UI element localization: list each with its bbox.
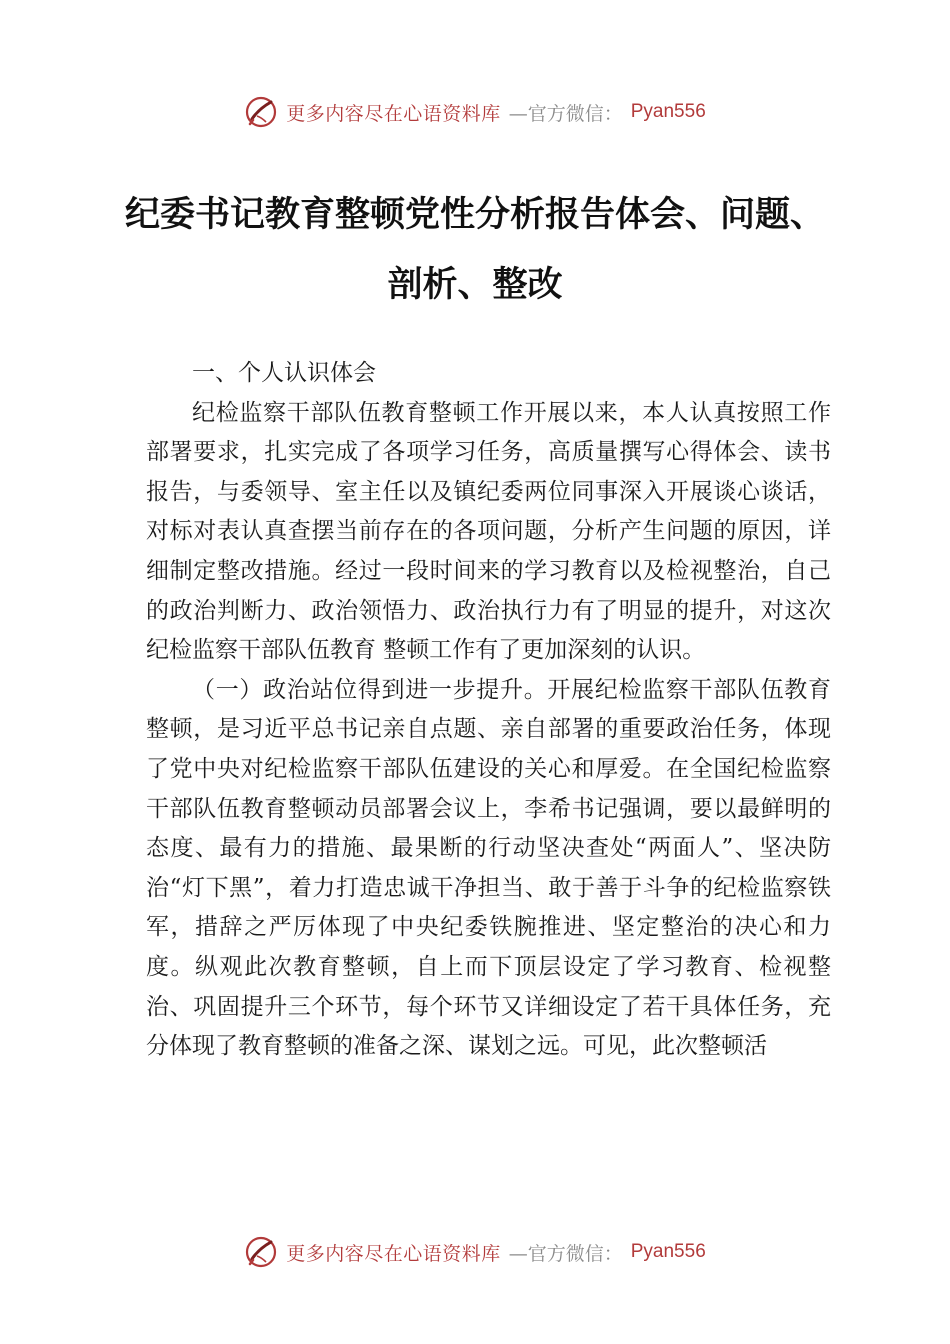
footer-banner bbox=[0, 1232, 950, 1272]
banner-separator: —官方微信： bbox=[508, 102, 623, 125]
paragraph-2: （一）政治站位得到进一步提升。开展纪检监察干部队伍教育整顿，是习近平总书记亲自点题、亲自部署的重要政治任务，体现了党中央对纪检监察干部队伍建设的关心和厚爱。在全国纪检监察干部队伍教育整顿动员部署会议上，李希书记强调，要以最鲜明的态度、最有力的措施、最果断的行动坚决查处“两面人”、坚决防治“灯下黑”，着力打造忠诚干净担当、敢于善于斗争的纪检监察铁军，措辞之严厉体现了中央纪委铁腕推进、坚定整治的决心和力度。纵观此次教育整顿，自上而下顶层设定了学习教育、检视整治、巩固提升三个环节，每个环节又详细设定了若干具体任务，充分体现了教育整顿的准备之深、谋划之远。可见，此次整顿活 bbox=[146, 676, 831, 1060]
banner-text: 更多内容尽在心语资料库 bbox=[286, 1242, 501, 1265]
brush-logo-icon bbox=[244, 95, 278, 129]
document-body bbox=[146, 354, 831, 1067]
banner-text: 更多内容尽在心语资料库 bbox=[286, 102, 501, 125]
brush-logo-icon bbox=[244, 1235, 278, 1269]
banner-separator: —官方微信： bbox=[508, 1242, 623, 1265]
banner-wechat-id: Pyan556 bbox=[630, 101, 706, 122]
document-title: 纪委书记教育整顿党性分析报告体会、问题、剖析、整改 bbox=[124, 194, 825, 305]
section-heading: 一、个人认识体会 bbox=[192, 360, 376, 386]
header-banner bbox=[0, 92, 950, 132]
paragraph-1: 纪检监察干部队伍教育整顿工作开展以来，本人认真按照工作部署要求，扎实完成了各项学习任务，高质量撰写心得体会、读书报告，与委领导、室主任以及镇纪委两位同事深入开展谈心谈话，对标对表认真查摆当前存在的各项问题，分析产生问题的原因，详细制定整改措施。经过一段时间来的学习教育以及检视整治，自己的政治判断力、政治领悟力、政治执行力有了明显的提升，对这次纪检监察干部队伍教育 整顿工作有了更加深刻的认识。 bbox=[146, 399, 831, 664]
banner-wechat-id: Pyan556 bbox=[630, 1241, 706, 1262]
